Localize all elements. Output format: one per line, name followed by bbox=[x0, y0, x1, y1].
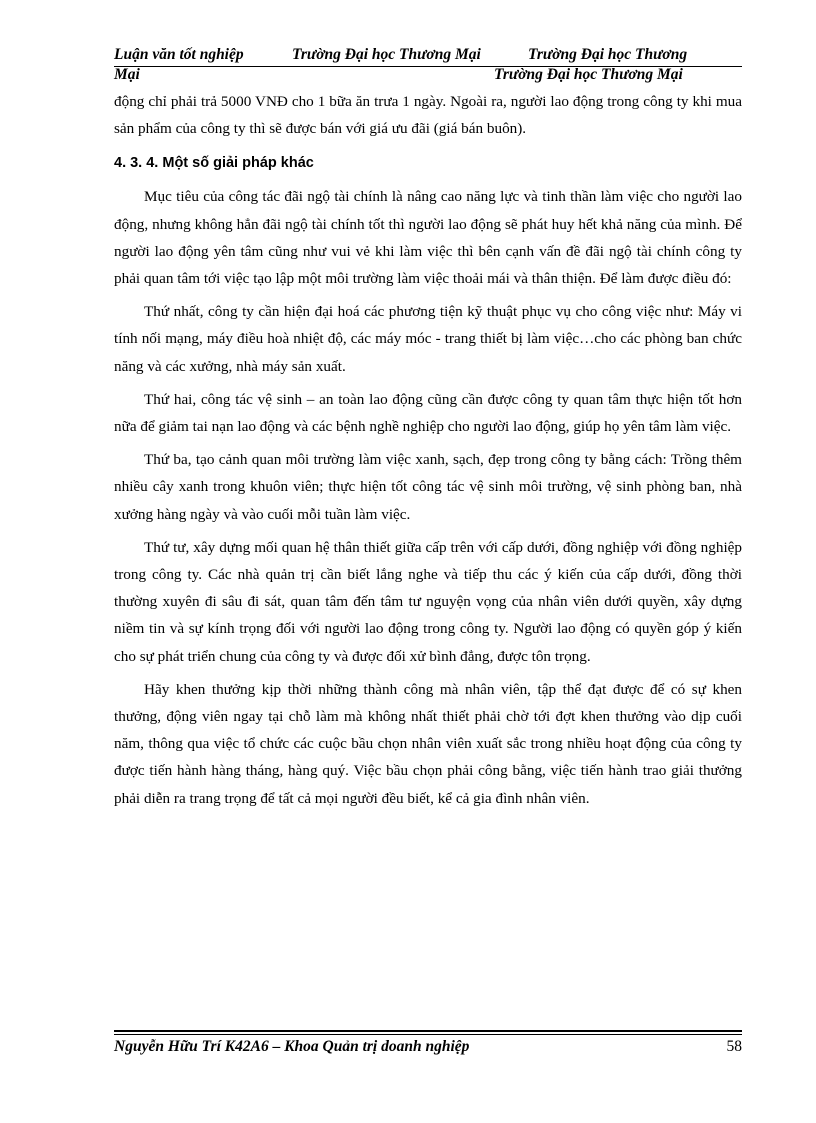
page-footer bbox=[114, 1038, 742, 1062]
header-university-2: Trường Đại học Thương bbox=[528, 46, 688, 63]
section-heading: 4. 3. 4. Một số giải pháp khác bbox=[114, 155, 314, 172]
paragraph-continued: động chỉ phải trả 5000 VNĐ cho 1 bữa ăn trưa 1 ngày. Ngoài ra, người lao động trong công ty khi mua sản phẩm của công ty thì sẽ được bán với giá ưu đãi (giá bán buôn). bbox=[114, 93, 742, 138]
header-university-3: Trường Đại học Thương Mại bbox=[494, 66, 683, 83]
header-university-1: Trường Đại học Thương Mại bbox=[292, 46, 481, 63]
page-header bbox=[114, 46, 742, 84]
paragraph-second: Thứ hai, công tác vệ sinh – an toàn lao động cũng cần được công ty quan tâm thực hiện tốt hơn nữa để giảm tai nạn lao động và các bệnh nghề nghiệp cho người lao động, giúp họ yên tâm làm việc. bbox=[114, 390, 742, 436]
footer-rule-thick bbox=[114, 1030, 742, 1032]
header-line-1 bbox=[114, 46, 742, 66]
paragraph-third: Thứ ba, tạo cảnh quan môi trường làm việc xanh, sạch, đẹp trong công ty bằng cách: Trồng thêm nhiều cây xanh trong khuôn viên; thực hiện tốt công tác vệ sinh môi trường, vệ sinh phòng ban, nhà xưởng hàng ngày và vào cuối mỗi tuần làm việc. bbox=[114, 451, 742, 523]
header-rule bbox=[114, 66, 742, 67]
paragraph-goal: Mục tiêu của công tác đãi ngộ tài chính là nâng cao năng lực và tinh thần làm việc cho người lao động, nhưng không hẳn đãi ngộ tài chính tốt thì người lao động sẽ phát huy hết khả năng của mình. Để người lao động yên tâm cũng như vui vẻ khi làm việc thì bên cạnh vấn đề đãi ngộ tài chính công ty phải quan tâm tới việc tạo lập một môi trường làm việc thoải mái và thân thiện. Để làm được điều đó: bbox=[114, 188, 742, 288]
page-number: 58 bbox=[726, 1038, 742, 1055]
header-thesis-label: Luận văn tốt nghiệp bbox=[114, 46, 244, 63]
footer-rule-thin bbox=[114, 1034, 742, 1035]
paragraph-reward: Hãy khen thưởng kịp thời những thành công mà nhân viên, tập thể đạt được để có sự khen thưởng, động viên ngay tại chỗ làm mà không nhất thiết phải chờ tới đợt khen thưởng vào dịp cuối năm, thông qua việc tổ chức các cuộc bầu chọn nhân viên xuất sắc trong nhiều hoạt động của công ty được tiến hành hàng tháng, hàng quý. Việc bầu chọn phải công bằng, việc tiến hành trao giải thưởng phải diễn ra trang trọng để tất cả mọi người đều biết, kể cả gia đình nhân viên. bbox=[114, 680, 742, 807]
header-line-2 bbox=[114, 66, 742, 84]
footer-author: Nguyễn Hữu Trí K42A6 – Khoa Quản trị doanh nghiệp bbox=[114, 1038, 470, 1055]
page-body bbox=[114, 88, 742, 812]
paragraph-fourth: Thứ tư, xây dựng mối quan hệ thân thiết giữa cấp trên với cấp dưới, đồng nghiệp với đồng nghiệp trong công ty. Các nhà quản trị cần biết lắng nghe và tiếp thu các ý kiến của cấp dưới, đồng thời thường xuyên đi sâu đi sát, quan tâm đến tâm tư nguyện vọng của nhân viên dưới quyền, xây dựng niềm tin và sự kính trọng đối với người lao động trong công ty. Người lao động có quyền góp ý kiến cho sự phát triển chung của công ty và được đối xử bình đẳng, được tôn trọng. bbox=[114, 538, 742, 665]
header-wrap-word: Mại bbox=[114, 66, 140, 83]
paragraph-first: Thứ nhất, công ty cần hiện đại hoá các phương tiện kỹ thuật phục vụ cho công việc như: Máy vi tính nối mạng, máy điều hoà nhiệt độ, các máy móc - trang thiết bị làm việc…cho các phòng ban chức năng và các xưởng, nhà máy sản xuất. bbox=[114, 303, 742, 375]
